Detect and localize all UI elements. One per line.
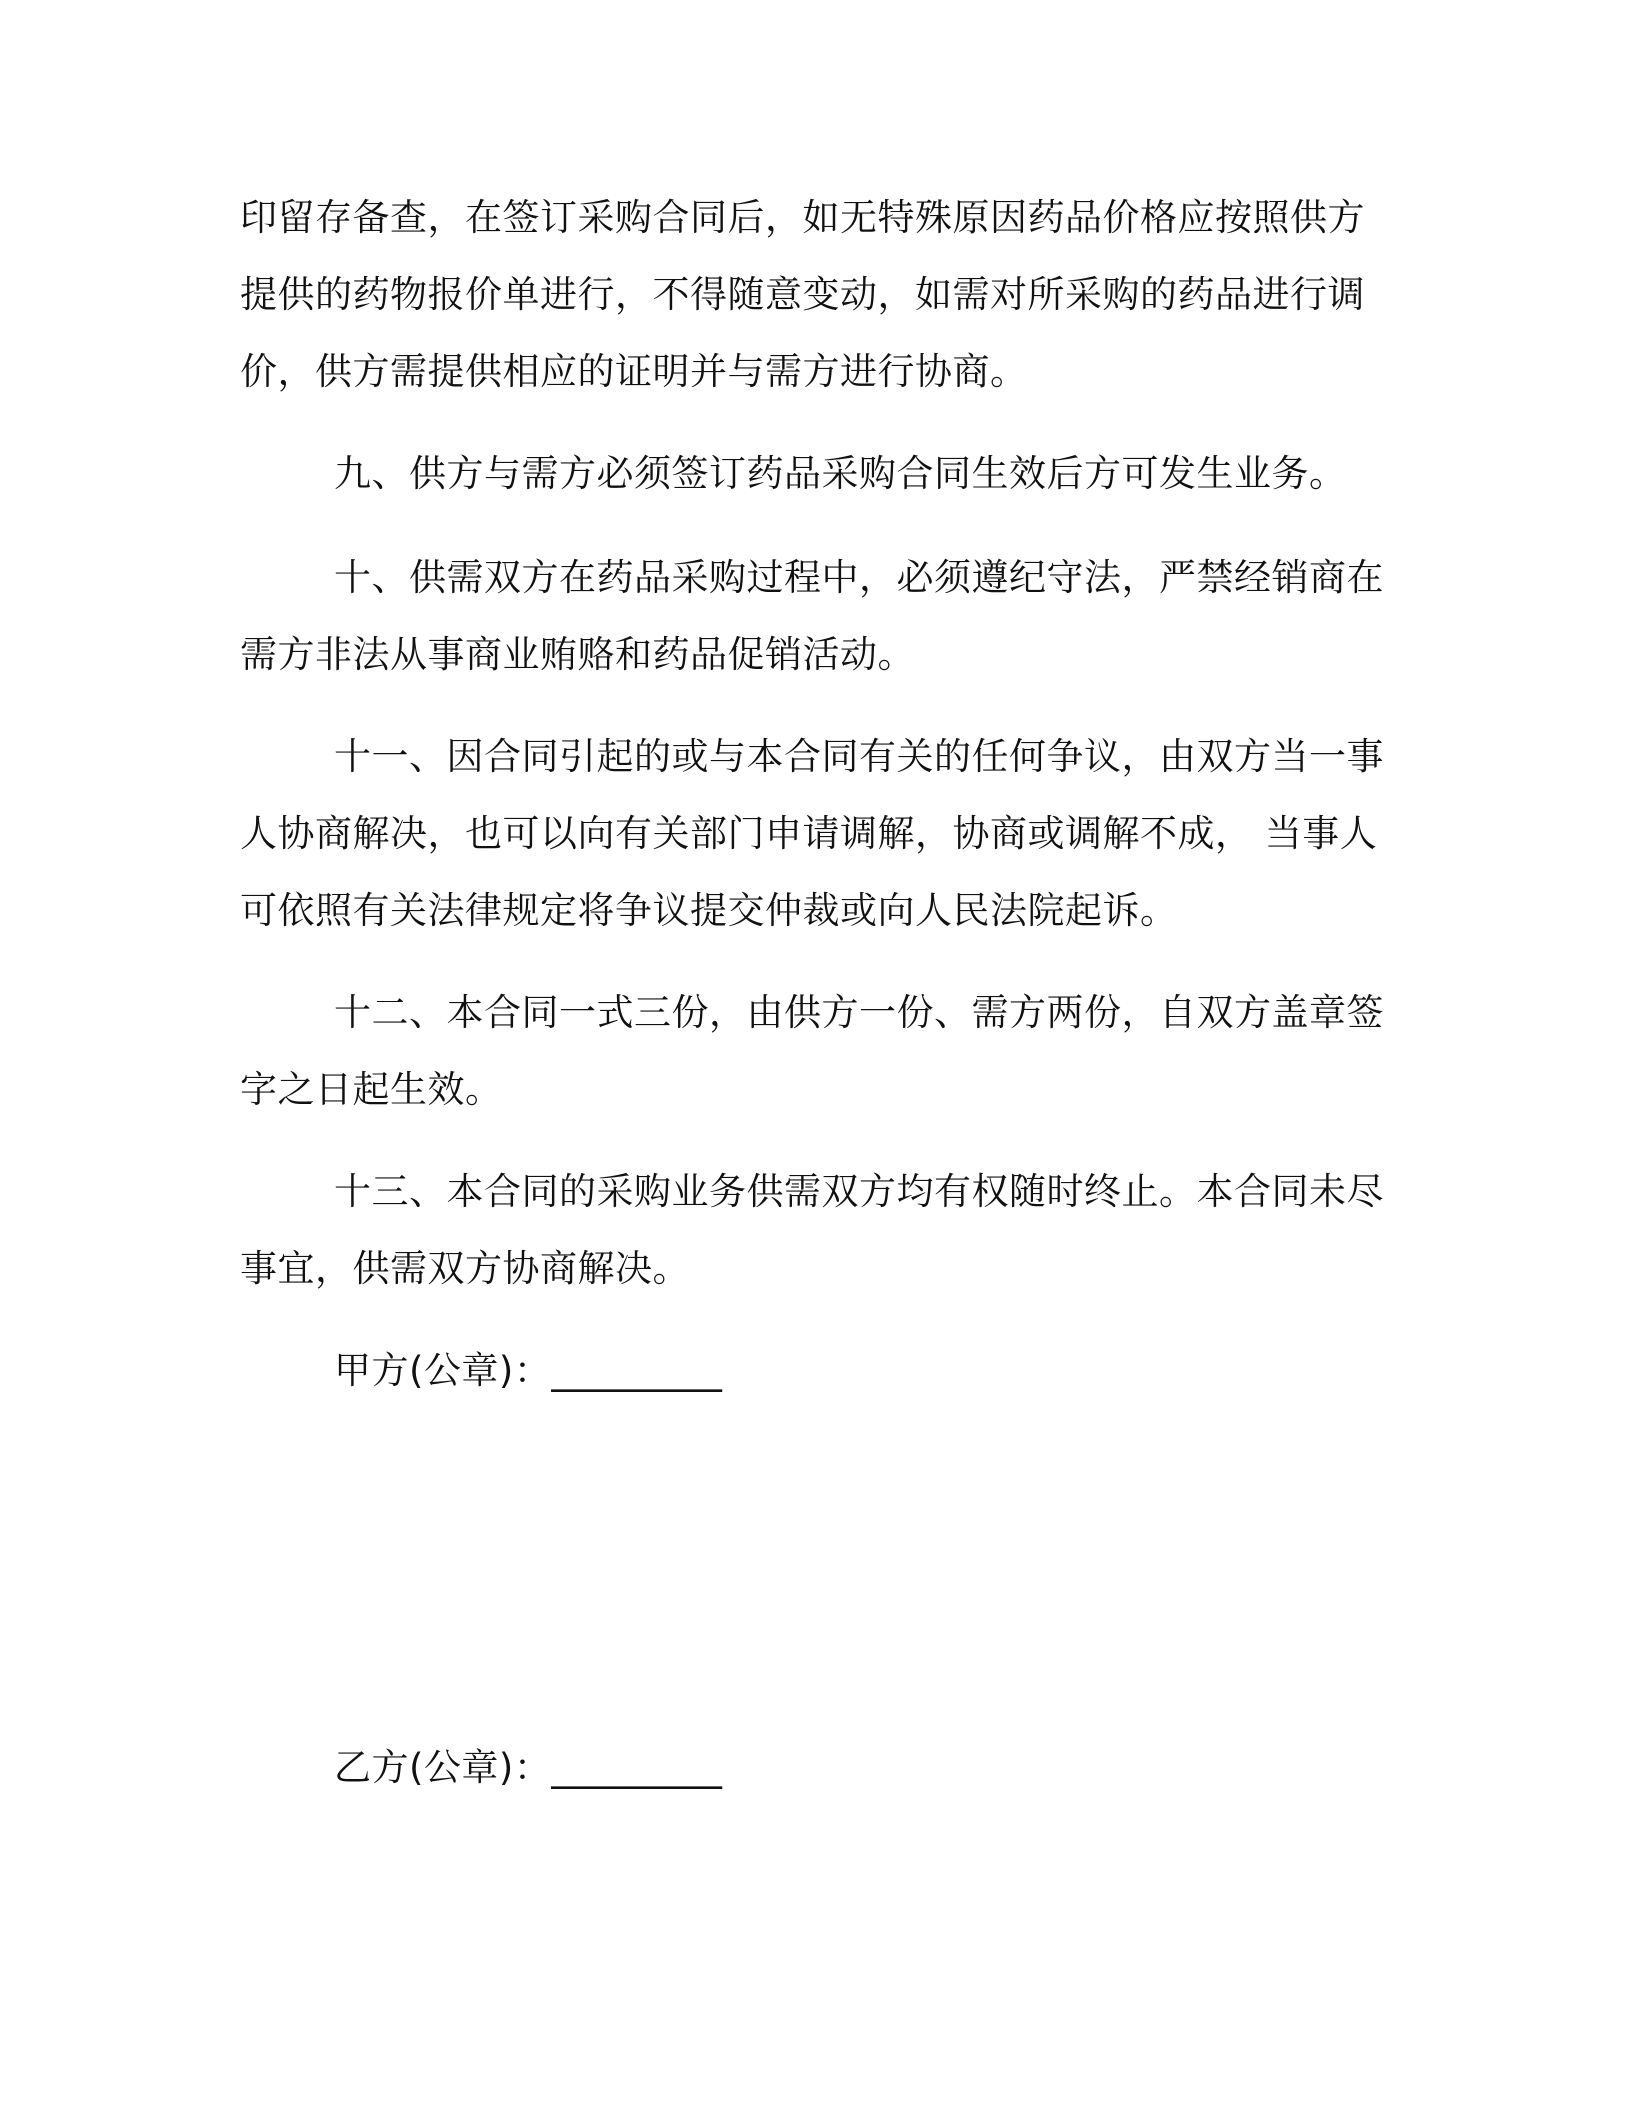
- text-line: 人协商解决，也可以向有关部门申请调解，协商或调解不成， 当事人: [240, 812, 1378, 855]
- party-b-signature: 乙方(公章)：_________: [334, 1746, 723, 1789]
- clause-11: 十一、因合同引起的或与本合同有关的任何争议，由双方当一事: [334, 735, 1384, 778]
- text-line: 价，供方需提供相应的证明并与需方进行协商。: [240, 350, 1028, 393]
- clause-13: 十三、本合同的采购业务供需双方均有权随时终止。本合同未尽: [334, 1170, 1384, 1213]
- text-line: 事宜，供需双方协商解决。: [240, 1247, 690, 1290]
- clause-9: 九、供方与需方必须签订药品采购合同生效后方可发生业务。: [334, 452, 1347, 495]
- text-line: 需方非法从事商业贿赂和药品促销活动。: [240, 633, 915, 676]
- text-line: 提供的药物报价单进行，不得随意变动，如需对所采购的药品进行调: [240, 273, 1365, 316]
- text-line: 印留存备查，在签订采购合同后，如无特殊原因药品价格应按照供方: [240, 196, 1365, 239]
- text-line: 字之日起生效。: [240, 1068, 503, 1111]
- clause-12: 十二、本合同一式三份，由供方一份、需方两份，自双方盖章签: [334, 991, 1384, 1034]
- clause-10: 十、供需双方在药品采购过程中，必须遵纪守法，严禁经销商在: [334, 556, 1384, 599]
- party-a-signature: 甲方(公章)：_________: [334, 1349, 723, 1392]
- text-line: 可依照有关法律规定将争议提交仲裁或向人民法院起诉。: [240, 889, 1178, 932]
